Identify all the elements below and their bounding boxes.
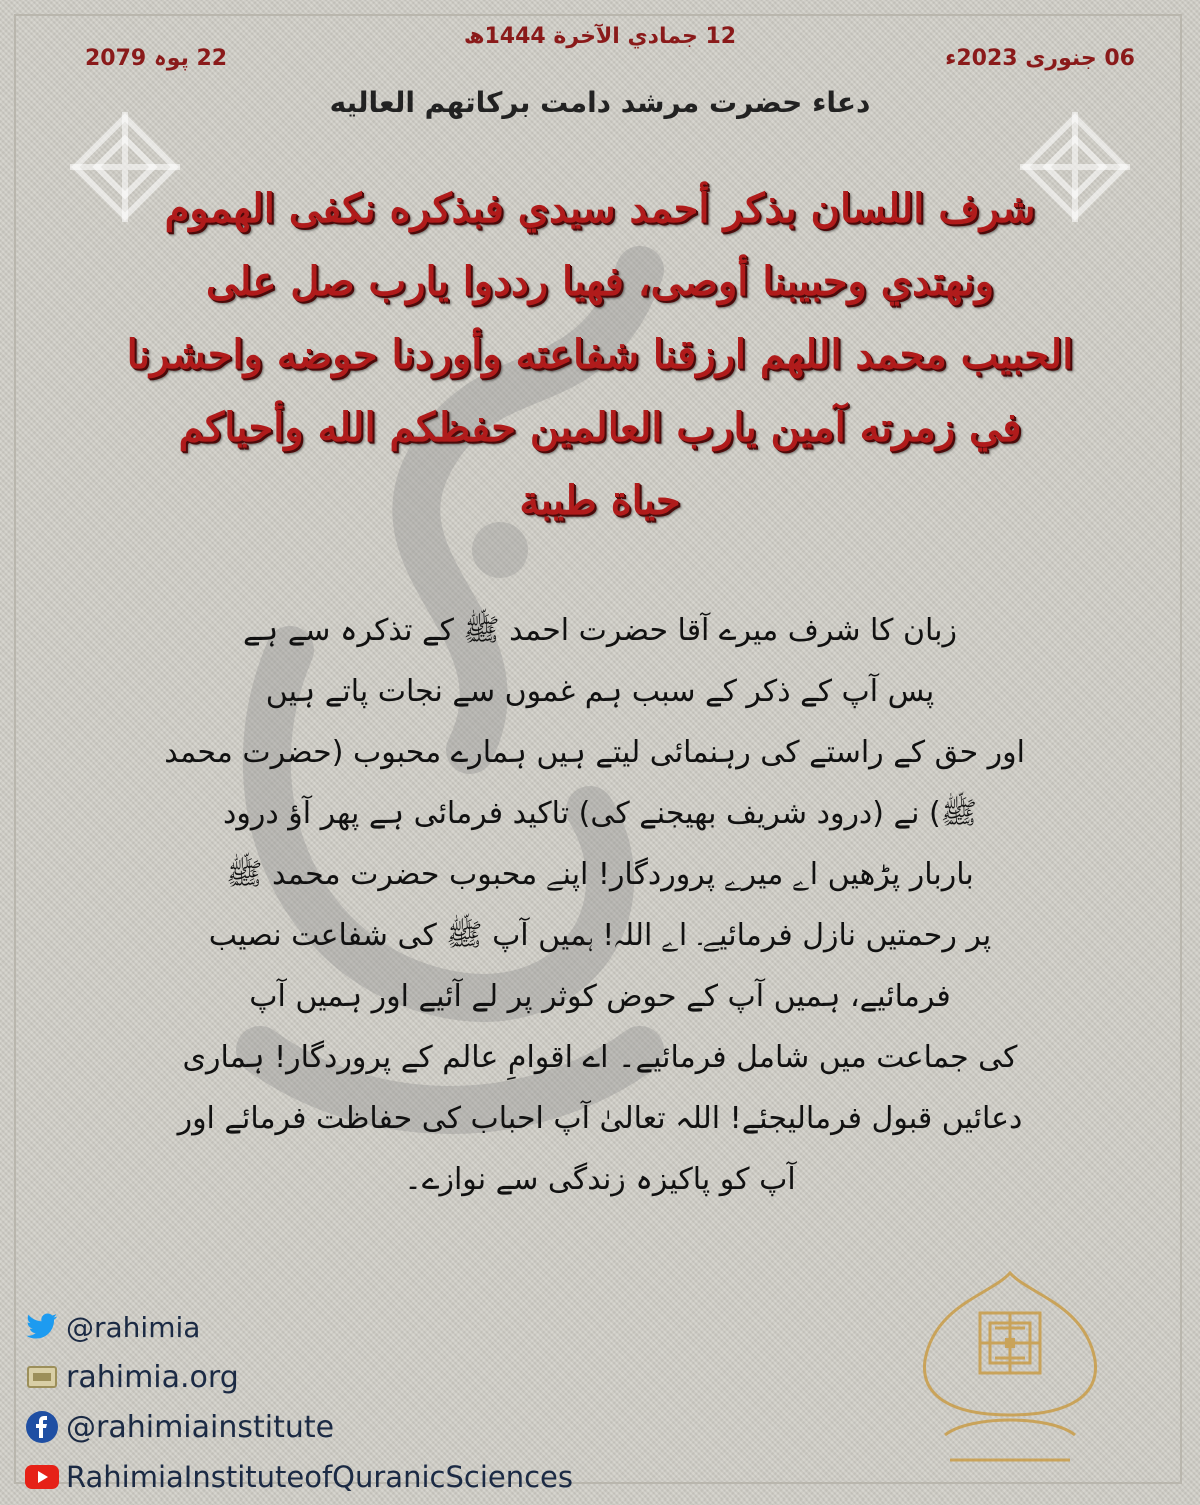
urdu-line: اور حق کے راستے کی رہنمائی لیتے ہیں ہمارے محبوب (حضرت محمد — [164, 735, 1025, 770]
facebook-icon — [24, 1411, 60, 1443]
arabic-dua-line: شرف اللسان بذكر أحمد سيدي فبذكره نكفى الهموم — [164, 185, 1036, 232]
urdu-line: پر رحمتیں نازل فرمائیے۔ اے اللہ! ہمیں آپ ﷺ کی شفاعت نصیب — [208, 918, 992, 953]
facebook-link[interactable] — [24, 1405, 573, 1449]
urdu-line: باربار پڑھیں اے میرے پروردگار! اپنے محبوب حضرت محمد ﷺ — [226, 857, 974, 892]
gregorian-date: 06 جنوری 2023ء — [945, 46, 1135, 71]
urdu-line: آپ کو پاکیزہ زندگی سے نوازے۔ — [404, 1162, 796, 1197]
urdu-line: ﷺ) نے (درود شریف بھیجنے کی) تاکید فرمائی ہے پھر آؤ درود — [223, 796, 977, 831]
facebook-handle: @rahimiainstitute — [66, 1409, 335, 1445]
website-url: rahimia.org — [66, 1359, 239, 1395]
urdu-translation — [164, 600, 1025, 1210]
arabic-dua-line: حياة طيبة — [519, 477, 681, 524]
urdu-line: کی جماعت میں شامل فرمائیے۔ اے اقوامِ عالم کے پروردگار! ہماری — [182, 1040, 1018, 1075]
youtube-icon — [24, 1461, 60, 1493]
youtube-link[interactable] — [24, 1455, 573, 1499]
twitter-handle: @rahimia — [66, 1310, 201, 1344]
urdu-line: پس آپ کے ذکر کے سبب ہم غموں سے نجات پاتے ہیں — [265, 674, 935, 709]
web-icon — [24, 1361, 60, 1393]
arabic-dua-line: في زمرته آمين يارب العالمين حفظكم الله وأحياكم — [178, 404, 1022, 451]
urdu-line: دعائیں قبول فرمالیجئے! اللہ تعالیٰ آپ احباب کی حفاظت فرمائے اور — [177, 1101, 1023, 1136]
dua-heading: دعاء حضرت مرشد دامت برکاتهم العاليه — [329, 86, 871, 119]
rahimia-logo — [910, 1265, 1110, 1490]
arabic-dua-line: ونهتدي وحبيبنا أوصى، فهيا رددوا يارب صل على — [205, 258, 995, 305]
social-links — [24, 1305, 573, 1505]
website-link[interactable] — [24, 1355, 573, 1399]
twitter-link[interactable] — [24, 1305, 573, 1349]
bikrami-date: 22 پوہ 2079 — [85, 46, 228, 71]
arabic-dua — [90, 172, 1110, 537]
urdu-line: فرمائیے، ہمیں آپ کے حوض کوثر پر لے آئیے اور ہمیں آپ — [249, 979, 951, 1014]
youtube-channel: RahimiaInstituteofQuranicSciences — [66, 1460, 573, 1494]
urdu-line: زبان کا شرف میرے آقا حضرت احمد ﷺ کے تذکرہ سے ہے — [243, 613, 957, 648]
hijri-date: 12 جمادي الآخرة 1444ھ — [463, 24, 737, 49]
arabic-dua-line: الحبيب محمد اللهم ارزقنا شفاعته وأوردنا حوضه واحشرنا — [126, 331, 1074, 378]
twitter-bird-icon — [24, 1311, 60, 1343]
